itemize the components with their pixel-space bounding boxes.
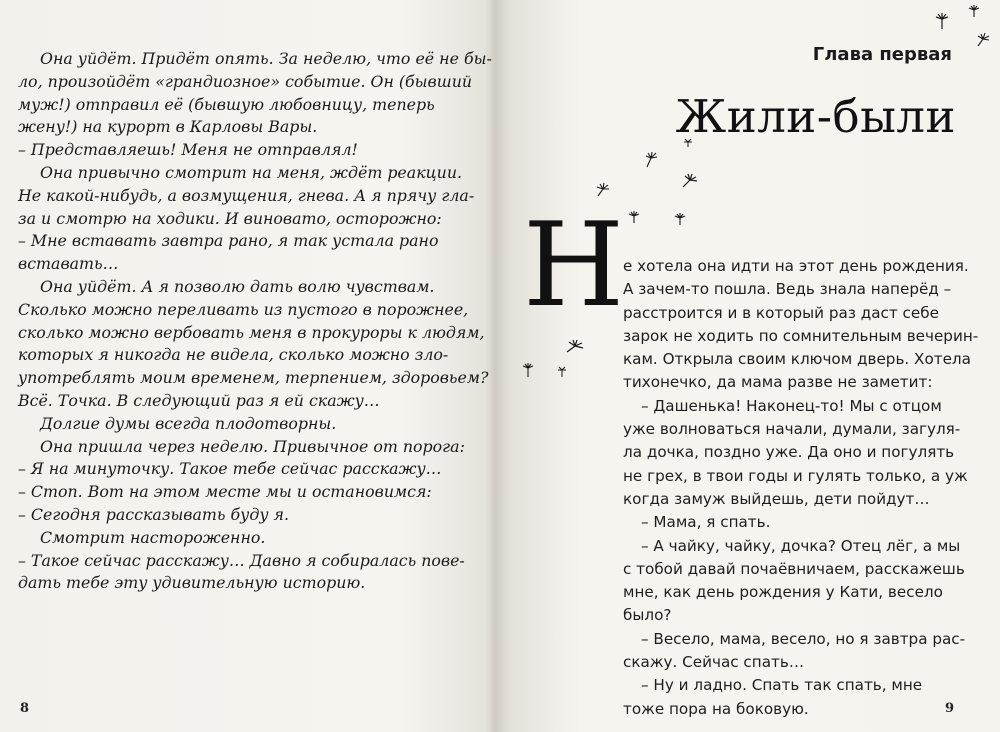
text-line: вставать… (18, 254, 119, 274)
text-line: А зачем-то пошла. Ведь знала наперёд – (623, 280, 952, 299)
text-line: не грех, в твои годы и гулять только, а уж (623, 466, 968, 485)
text-line: – А чайку, чайку, дочка? Отец лёг, а мы (641, 536, 961, 555)
text-line: – Мне вставать завтра рано, я так устала рано (18, 231, 439, 251)
text-line: – Дашенька! Наконец-то! Мы с отцом (641, 396, 942, 415)
chapter-label: Глава первая (812, 44, 952, 65)
text-line: сколько можно вербовать меня в прокуроры к людям, (18, 322, 485, 342)
page-number-left: 8 (20, 701, 30, 716)
dandelion-seed-icon (673, 212, 687, 226)
text-line: ла дочка, поздно уже. Да оно и погулять (623, 443, 955, 462)
dandelion-seed-icon (967, 4, 981, 18)
text-line: мне, как день рождения у Кати, весело (623, 583, 943, 602)
page-number-right: 9 (944, 701, 954, 716)
text-line: – Ну и ладно. Спать так спать, мне (641, 676, 923, 695)
text-line: кам. Открыла своим ключом дверь. Хотела (623, 350, 971, 369)
text-line: – Я на минуточку. Такое тебе сейчас расскажу… (18, 459, 442, 479)
text-line: Она привычно смотрит на меня, ждёт реакции. (40, 162, 463, 182)
text-line: муж!) отправил её (бывшую любовницу, теперь (18, 94, 435, 114)
dandelion-seed-icon (565, 338, 585, 356)
text-line: уже волноваться начали, думали, загуля- (623, 420, 961, 439)
text-line: которых я никогда не видела, сколько можно зло- (18, 345, 449, 365)
text-line: Она уйдёт. А я позволю дать волю чувствам. (40, 276, 435, 296)
text-line: – Мама, я спать. (641, 513, 771, 532)
text-line: зарок не ходить по сомнительным вечерин- (623, 326, 979, 345)
text-line: за и смотрю на ходики. И виновато, осторожно: (18, 208, 442, 228)
text-line: Всё. Точка. В следующий раз я ей скажу… (18, 390, 380, 410)
drop-cap: Н (523, 198, 625, 333)
text-line: Не какой-нибудь, а возмущения, гнева. А я прячу гла- (18, 185, 475, 205)
dandelion-seed-icon (681, 172, 699, 190)
dandelion-seed-icon (627, 210, 641, 224)
text-line: дать тебе эту удивительную историю. (18, 573, 366, 593)
text-line: – Стоп. Вот на этом месте мы и остановимся: (18, 482, 432, 502)
text-line: тихонечко, да мама разве не заметит: (623, 373, 933, 392)
text-line: Смотрит настороженно. (40, 527, 266, 547)
chapter-title: Жили-были (675, 90, 956, 143)
text-line: тоже пора на боковую. (623, 699, 809, 718)
text-line: скажу. Сейчас спать… (623, 653, 805, 672)
text-line: Она уйдёт. Придёт опять. За неделю, что её не бы- (40, 49, 492, 68)
text-line: ло, произойдёт «грандиозное» событие. Он (бывший (18, 71, 473, 91)
text-line: е хотела она идти на этот день рождения. (623, 257, 969, 275)
text-line: Она пришла через неделю. Привычное от порога: (40, 436, 465, 456)
text-line: Долгие думы всегда плодотворны. (40, 413, 337, 433)
left-page (0, 0, 495, 732)
text-line: когда замуж выйдешь, дети пойдут… (623, 489, 930, 508)
dandelion-seed-icon (557, 366, 567, 378)
right-page (505, 0, 1000, 732)
text-line: – Такое сейчас расскажу… Давно я собиралась пове- (18, 550, 465, 570)
text-line: с тобой давай почаёвничаем, расскажешь (623, 559, 965, 578)
text-line: жену!) на курорт в Карловы Вары. (18, 117, 318, 137)
left-page-body (18, 48, 492, 595)
dandelion-seed-icon (595, 182, 611, 198)
text-line: расстроится и в который раз даст себе (623, 303, 939, 322)
right-page-body (623, 255, 979, 721)
dandelion-seed-icon (933, 12, 951, 30)
dandelion-seed-icon (683, 138, 693, 148)
text-line: – Сегодня рассказывать буду я. (18, 504, 289, 524)
dandelion-seed-icon (521, 362, 535, 378)
text-line: Сколько можно переливать из пустого в порожнее, (18, 299, 469, 319)
dandelion-seed-icon (643, 150, 659, 168)
dandelion-seed-icon (975, 32, 991, 48)
text-line: употреблять моим временем, терпением, здоровьем? (18, 368, 489, 388)
text-line: – Представляешь! Меня не отправлял! (18, 140, 358, 160)
text-line: – Весело, мама, весело, но я завтра рас- (641, 629, 966, 648)
text-line: было? (623, 606, 672, 625)
